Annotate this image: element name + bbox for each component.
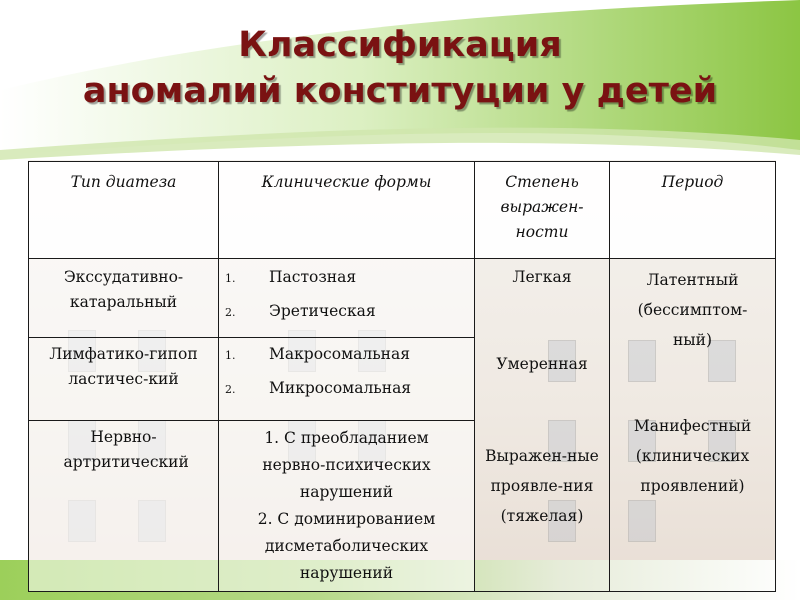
clinical-form-label: Микросомальная [269,379,412,397]
list-number: 2. [225,306,236,319]
table-row [29,259,776,338]
clinical-forms-cell [219,259,475,338]
header-period: Период [610,162,776,259]
slide-title [0,22,800,114]
period-latent: Латентный (бессимптом-ный) [637,271,748,349]
title-line-1: Классификация [238,25,562,65]
diathesis-type-label: Экссудативно-катаральный [63,268,184,311]
diathesis-type-label: Нервно-артритический [63,428,189,471]
clinical-forms-cell [219,421,475,592]
degree-mild: Легкая [512,268,572,286]
list-item: 2. С доминированием дисметаболических нарушений [257,510,436,582]
diathesis-type-cell [29,338,219,421]
header-clinical-forms: Клинические формы [219,162,475,259]
clinical-form-label: Пастозная [269,268,357,286]
list-item [219,376,474,402]
diathesis-type-cell [29,259,219,338]
degree-severe: Выражен-ные проявле-ния (тяжелая) [485,447,599,525]
clinical-form-label: Макросомальная [269,345,410,363]
list-number: 2. [225,383,236,396]
period-cell [610,259,776,592]
header-diathesis-type: Тип диатеза [29,162,219,259]
classification-table [28,161,776,592]
header-row [29,162,776,259]
title-line-2: аномалий конституции у детей [82,71,718,111]
period-manifest: Манифестный (клинических проявлений) [633,417,752,495]
diathesis-type-label: Лимфатико-гипопластичес-кий [49,345,198,388]
list-item [219,299,474,325]
diathesis-type-cell [29,421,219,592]
list-item [219,265,474,291]
list-item [219,342,474,368]
list-number: 1. [225,349,236,362]
list-number: 1. [225,272,236,285]
clinical-form-label: Эретическая [269,302,376,320]
header-degree: Степень выражен-ности [475,162,610,259]
degree-moderate: Умеренная [496,355,588,373]
degree-cell [475,259,610,592]
clinical-forms-cell [219,338,475,421]
list-item: 1. С преобладанием нервно-психических нарушений [262,429,431,501]
